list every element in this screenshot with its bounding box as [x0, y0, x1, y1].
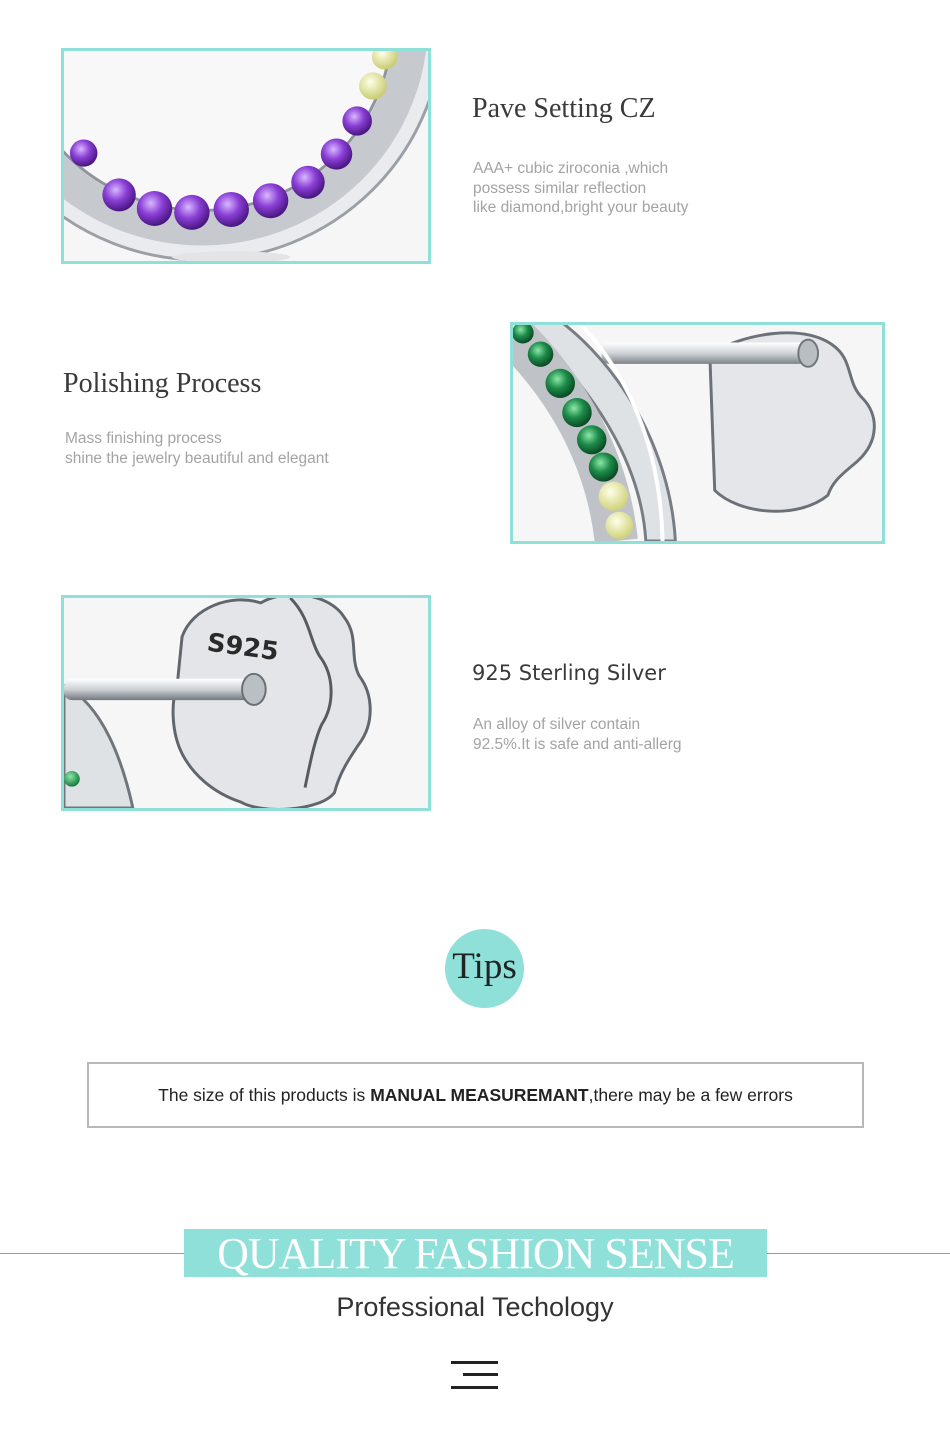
feature-description-sterling-silver	[473, 715, 682, 754]
tips-label: Tips	[452, 946, 517, 987]
description-line: Mass finishing process	[65, 430, 222, 447]
feature-title-pave-setting: Pave Setting CZ	[472, 93, 656, 124]
description-line: like diamond,bright your beauty	[473, 199, 689, 216]
sterling-silver-image	[61, 595, 431, 811]
notice-text-after: ,there may be a few errors	[588, 1084, 793, 1105]
tips-badge	[445, 929, 524, 1008]
notice-text-before: The size of this products is	[158, 1084, 371, 1105]
feature-description-polishing	[65, 429, 329, 468]
feature-description-pave-setting	[473, 159, 688, 218]
feature-title-sterling-silver: 925 Sterling Silver	[472, 661, 666, 685]
measurement-notice	[87, 1062, 864, 1128]
earring-back-icon	[64, 598, 428, 808]
description-line: An alloy of silver contain	[473, 716, 641, 733]
menu-bar	[451, 1361, 498, 1364]
description-line: 92.5%.It is safe and anti-allerg	[473, 735, 682, 753]
s925-stamp-text: S925	[205, 626, 281, 667]
description-line: shine the jewelry beautiful and elegant	[65, 449, 329, 467]
menu-bar	[463, 1373, 498, 1376]
banner-title: QUALITY FASHION SENSE	[217, 1229, 734, 1277]
quality-banner	[184, 1229, 767, 1277]
menu-bar	[451, 1386, 498, 1389]
pave-setting-image	[61, 48, 431, 264]
description-line: possess similar reflection	[473, 179, 647, 197]
banner-subtitle: Professional Techology	[336, 1292, 614, 1322]
purple-cz-ring-icon	[64, 51, 428, 261]
description-line: AAA+ cubic ziroconia ,which	[473, 160, 669, 177]
feature-title-polishing: Polishing Process	[63, 368, 262, 399]
green-cz-ring-icon	[513, 325, 882, 541]
notice-text-bold: MANUAL MEASUREMANT	[370, 1084, 589, 1105]
polishing-image	[510, 322, 885, 544]
hamburger-menu-icon[interactable]	[451, 1361, 498, 1389]
